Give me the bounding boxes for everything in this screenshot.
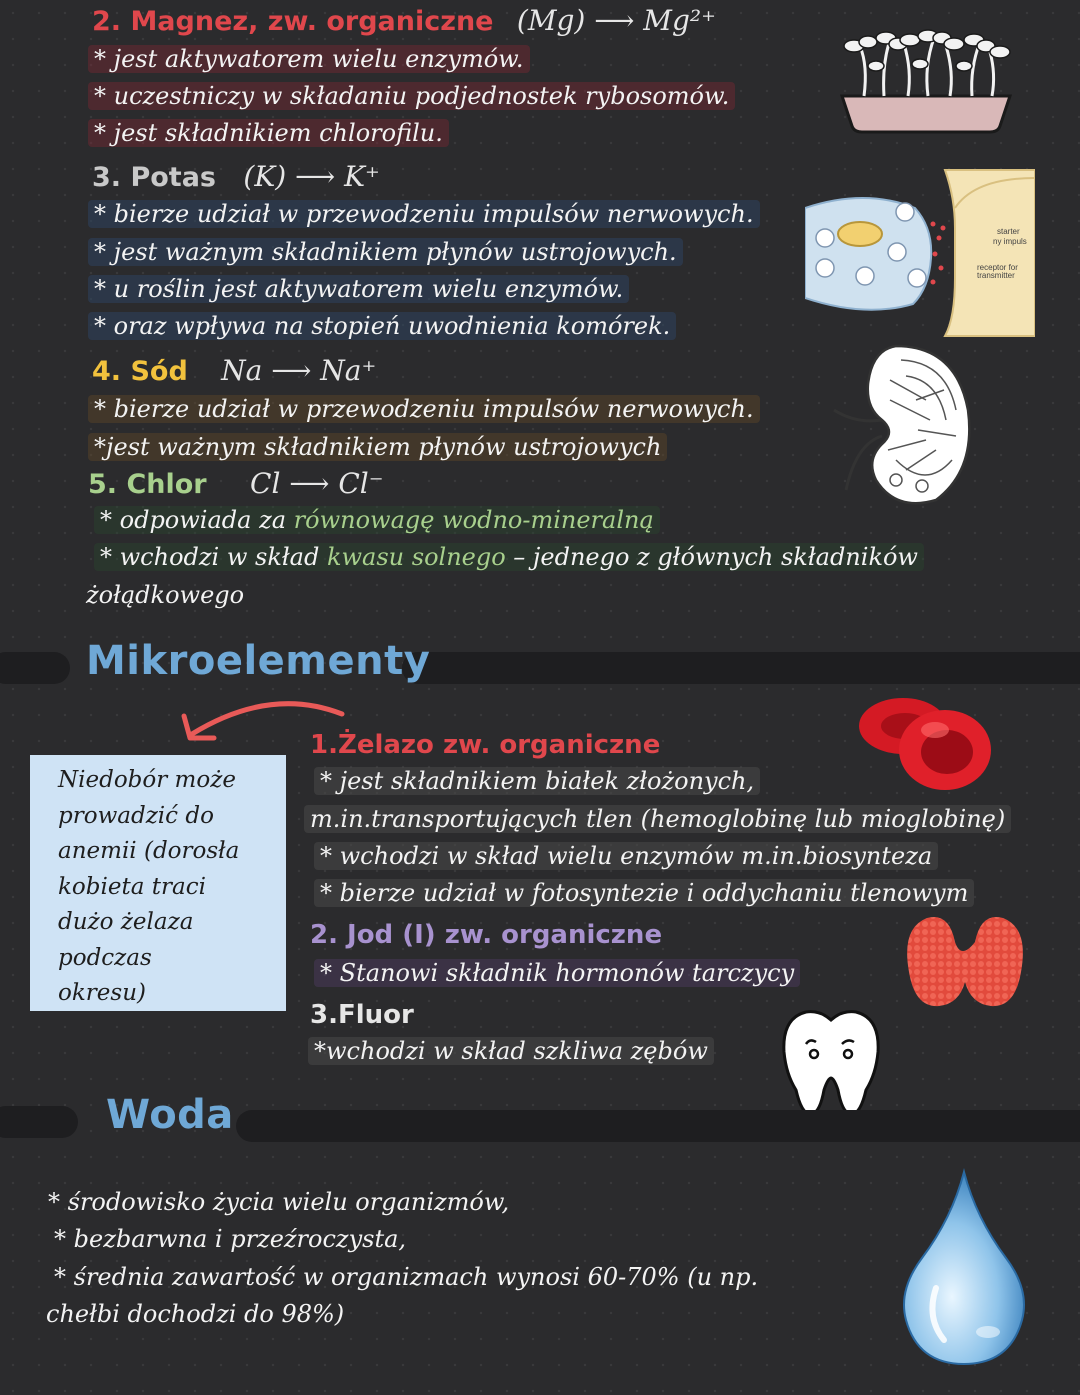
sodium-item-2: *jest ważnym składnikiem płynów ustrojowych <box>88 432 667 462</box>
magnesium-heading <box>92 4 716 37</box>
divider-band-right-2 <box>236 1110 1080 1142</box>
sodium-formula: Na ⟶ Na⁺ <box>221 354 377 387</box>
chlorine-formula: Cl ⟶ Cl⁻ <box>250 467 384 500</box>
tooth-icon <box>780 1008 882 1118</box>
potassium-item-2: * jest ważnym składnikiem płynów ustrojowych. <box>88 237 683 267</box>
water-title: Woda <box>106 1092 234 1138</box>
magnesium-item-3: * jest składnikiem chlorofilu. <box>88 118 449 148</box>
note-line: podczas <box>58 944 152 971</box>
sodium-title: 4. Sód <box>92 356 188 387</box>
water-drop-icon <box>896 1168 1032 1368</box>
synapse-label-bottom: receptor for <box>977 263 1018 272</box>
divider-band-right <box>402 652 1080 684</box>
water-item-2: * bezbarwna i przeźroczysta, <box>54 1225 407 1253</box>
water-item-1: * środowisko życia wielu organizmów, <box>48 1188 510 1216</box>
iron-item-1: * jest składnikiem białek złożonych, <box>314 766 760 796</box>
svg-text:ny impuls: ny impuls <box>993 237 1027 246</box>
fluorine-title: 3.Fluor <box>310 1000 414 1030</box>
note-line: kobieta traci <box>58 873 206 900</box>
sodium-item-1: * bierze udział w przewodzeniu impulsów nerwowych. <box>88 394 760 424</box>
anemia-note-box <box>30 755 286 1011</box>
microelements-title: Mikroelementy <box>86 638 431 684</box>
chlorine-item-2-continued: żołądkowego <box>86 581 245 609</box>
iron-item-4: * bierze udział w fotosyntezie i oddychaniu tlenowym <box>314 878 974 908</box>
note-line: dużo żelaza <box>58 909 194 935</box>
magnesium-formula: (Mg) ⟶ Mg²⁺ <box>516 4 716 37</box>
synapse-label-top: starter <box>997 227 1020 236</box>
svg-text:transmitter: transmitter <box>977 271 1015 280</box>
chlorine-title: 5. Chlor <box>88 469 207 500</box>
divider-band-left <box>0 652 70 684</box>
note-line: Niedobór może <box>58 767 236 793</box>
water-item-3: * średnia zawartość w organizmach wynosi 60-70% (u np. <box>54 1263 759 1291</box>
water-item-4: chełbi dochodzi do 98%) <box>46 1300 345 1328</box>
iron-item-2: m.in.transportujących tlen (hemoglobinę lub mioglobinę) <box>304 804 1011 834</box>
magnesium-item-2: * uczestniczy w składaniu podjednostek rybosomów. <box>88 81 735 111</box>
chlorine-item-2: * wchodzi w skład kwasu solnego – jednego z głównych składników <box>94 542 924 572</box>
divider-band-left-2 <box>0 1106 78 1138</box>
plant-pot-icon <box>824 26 1030 136</box>
synapse-icon <box>805 168 1035 338</box>
potassium-item-4: * oraz wpływa na stopień uwodnienia komórek. <box>88 311 676 341</box>
note-line: okresu) <box>58 980 146 1006</box>
potassium-item-3: * u roślin jest aktywatorem wielu enzymów. <box>88 274 629 304</box>
chlorine-item-1: * odpowiada za równowagę wodno-mineralną <box>94 505 660 535</box>
chlorine-heading <box>88 467 384 500</box>
iodine-item-1: * Stanowi składnik hormonów tarczycy <box>314 958 800 988</box>
sodium-heading <box>92 354 376 387</box>
iodine-title: 2. Jod (I) zw. organiczne <box>310 920 663 950</box>
note-line: prowadzić do <box>58 802 214 829</box>
kidney-icon <box>826 340 976 510</box>
potassium-heading <box>92 160 380 193</box>
potassium-formula: (K) ⟶ K⁺ <box>243 160 380 193</box>
red-blood-cell-icon <box>855 690 995 800</box>
note-line: anemii (dorosła <box>58 838 240 864</box>
iron-title: 1.Żelazo zw. organiczne <box>310 730 661 760</box>
magnesium-item-1: * jest aktywatorem wielu enzymów. <box>88 44 530 74</box>
potassium-title: 3. Potas <box>92 162 216 193</box>
thyroid-icon <box>905 912 1025 1012</box>
iron-item-3: * wchodzi w skład wielu enzymów m.in.biosynteza <box>314 841 938 871</box>
fluorine-item-1: *wchodzi w skład szkliwa zębów <box>308 1036 714 1066</box>
potassium-item-1: * bierze udział w przewodzeniu impulsów nerwowych. <box>88 199 760 229</box>
magnesium-title: 2. Magnez, zw. organiczne <box>92 6 494 37</box>
